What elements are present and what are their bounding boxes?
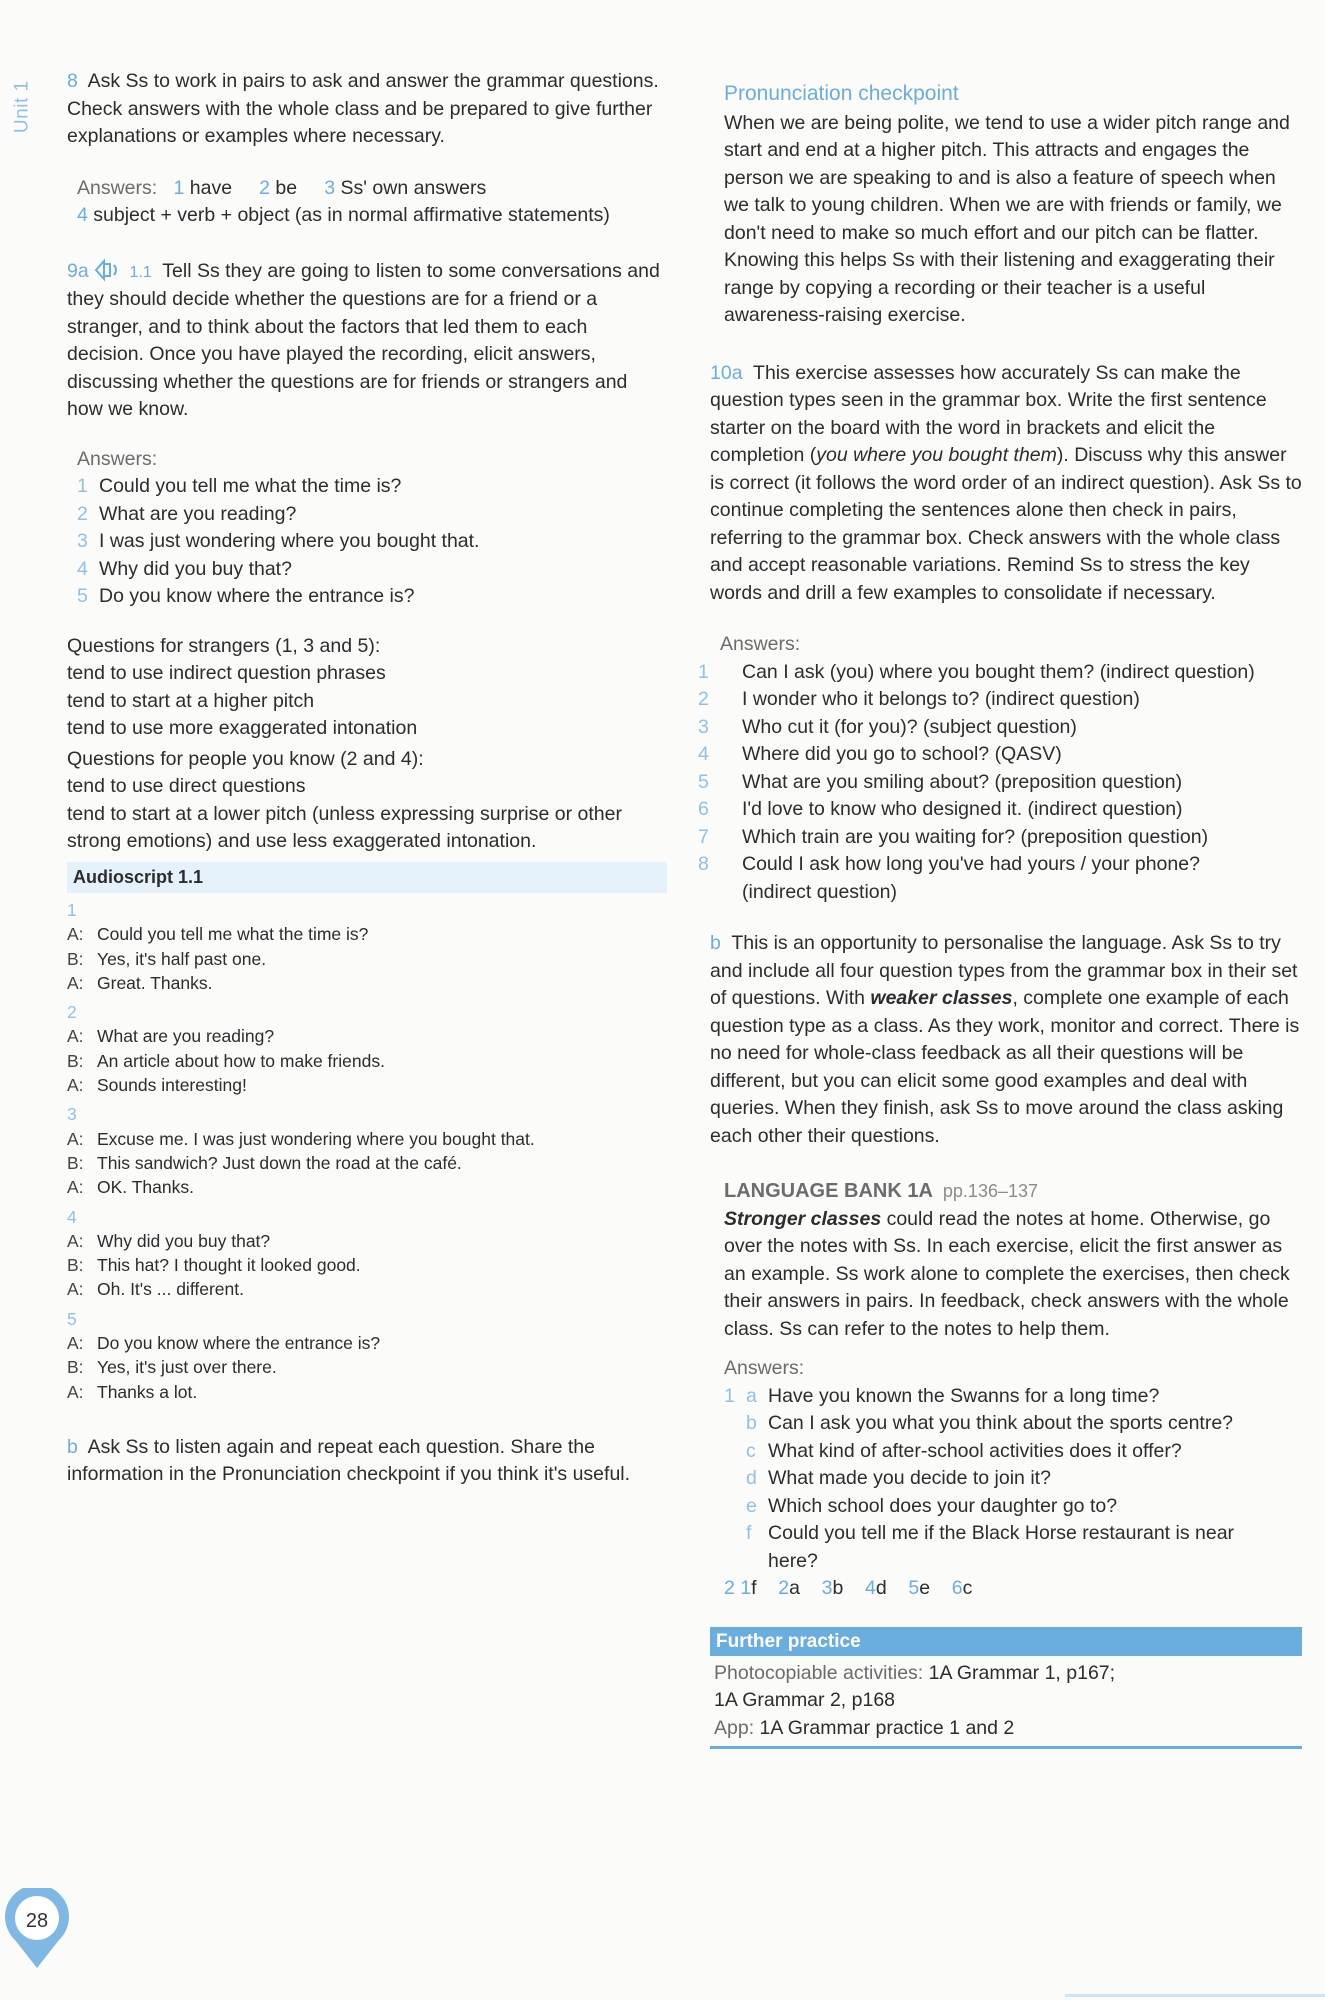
further-practice-heading: Further practice xyxy=(710,1627,1302,1656)
answer-text: Can I ask (you) where you bought them? (indirect question) xyxy=(742,660,1255,683)
notes-known xyxy=(67,746,667,856)
answer-text: What made you decide to join it? xyxy=(768,1467,1051,1489)
answer-item xyxy=(724,1438,1302,1466)
answer-number: 1 xyxy=(740,1577,752,1599)
dialogue-number: 1 xyxy=(67,900,77,920)
answer-number: 3 xyxy=(821,1577,833,1599)
answer-text: a xyxy=(789,1577,800,1599)
answer-number: 3 xyxy=(77,530,88,552)
photocopiable-text: 1A Grammar 2, p168 xyxy=(714,1689,896,1711)
unit-tab xyxy=(10,68,34,146)
answer-text: Where did you go to school? (QASV) xyxy=(742,743,1062,765)
dialogue-line xyxy=(67,1253,667,1277)
track-number: 1.1 xyxy=(129,263,152,281)
answer-text: subject + verb + object (as in normal affirmative statements) xyxy=(93,204,610,226)
answer-number: 1 xyxy=(698,660,709,683)
note-line: tend to use direct questions xyxy=(67,775,306,797)
app-label: App: xyxy=(714,1716,755,1739)
answer-text: Can I ask you what you think about the sports centre? xyxy=(768,1412,1234,1434)
answer-number: 2 xyxy=(778,1577,790,1599)
dialogue-text: An article about how to make friends. xyxy=(97,1050,385,1071)
answer-item xyxy=(724,1410,1302,1438)
speaker: A: xyxy=(67,1333,84,1354)
language-bank-title: LANGUAGE BANK 1A xyxy=(724,1180,933,1202)
note-line: Questions for people you know (2 and 4): xyxy=(67,747,424,770)
answer-letter: a xyxy=(746,1384,757,1407)
answer-number: 4 xyxy=(77,557,88,580)
dialogue-text: Oh. It's ... different. xyxy=(97,1279,244,1300)
speaker: B: xyxy=(67,1050,84,1071)
answer-text: c xyxy=(962,1577,973,1599)
answer-text: be xyxy=(275,176,298,199)
exercise-10b-text: This is an opportunity to personalise the language. Ask Ss to try and include all four question types from the grammar box in their set of questions. With xyxy=(710,932,1298,1009)
answer-letter: d xyxy=(746,1467,757,1489)
exercise-8 xyxy=(67,68,667,151)
exercise-9b-text: Ask Ss to listen again and repeat each question. Share the information in the Pronunciation checkpoint if you think it's useful. xyxy=(67,1435,631,1486)
answer-text: What kind of after-school activities does it offer? xyxy=(768,1439,1182,1462)
language-bank-body: could read the notes at home. Otherwise, go over the notes with Ss. In each exercise, elicit the first answer as an example. Ss work alone to complete the exercises, then check their answers in pairs. In feedback, check answers with the whole class. Ss can refer to the notes to help them. xyxy=(724,1207,1290,1340)
answer-item xyxy=(77,501,667,529)
speaker: A: xyxy=(67,1230,84,1251)
answer-number: 5 xyxy=(908,1577,920,1599)
dialogue-line xyxy=(67,1127,667,1151)
photocopiable-label: Photocopiable activities: xyxy=(714,1661,924,1684)
exercise-8-number: 8 xyxy=(67,70,78,92)
dialogue-number: 2 xyxy=(67,1002,77,1023)
note-line: tend to use more exaggerated intonation xyxy=(67,717,418,739)
answer-item xyxy=(698,851,1242,906)
dialogue-line xyxy=(67,1380,667,1404)
exercise-10a-text: This exercise assesses how accurately Ss can make the question types seen in the grammar box. Write the first sentence starter on the board with the word in brackets and elicit the completion ( xyxy=(710,361,1267,466)
speaker: B: xyxy=(67,1152,84,1173)
answer-item xyxy=(724,1383,1302,1411)
dialogue-text: Sounds interesting! xyxy=(97,1075,247,1096)
left-column xyxy=(67,68,667,1489)
answer-number: 1 xyxy=(77,475,88,497)
audio-icon xyxy=(94,258,124,282)
exercise-10a-answers xyxy=(698,631,1302,906)
answer-item xyxy=(77,473,667,501)
language-bank-pages: pp.136–137 xyxy=(942,1181,1039,1201)
dialogue-text: Thanks a lot. xyxy=(97,1381,198,1402)
answer-text: have xyxy=(189,176,233,199)
answer-number: 8 xyxy=(698,853,709,875)
answer-number: 2 xyxy=(259,176,270,199)
dialogue-line xyxy=(67,1355,667,1379)
exercise-9b xyxy=(67,1434,667,1489)
answer-text: Ss' own answers xyxy=(340,176,487,199)
exercise-9a xyxy=(67,258,667,424)
answer-letter: f xyxy=(746,1522,752,1544)
dialogue xyxy=(67,1205,667,1302)
pronunciation-heading: Pronunciation checkpoint xyxy=(724,82,959,105)
answer-item xyxy=(698,824,1302,852)
answer-number: 3 xyxy=(698,715,709,738)
answer-letter: b xyxy=(746,1412,757,1434)
answer-text: Could you tell me if the Black Horse restaurant is near here? xyxy=(768,1522,1235,1572)
further-practice xyxy=(710,1627,1302,1750)
answers-heading: Answers: xyxy=(724,1357,805,1379)
speaker: A: xyxy=(67,1128,84,1149)
right-column xyxy=(698,80,1302,1749)
app-line xyxy=(714,1715,1302,1743)
further-practice-rule xyxy=(710,1746,1302,1749)
language-bank-emphasis: Stronger classes xyxy=(724,1207,882,1230)
answer-text: Which school does your daughter go to? xyxy=(768,1494,1118,1517)
language-bank-text xyxy=(724,1206,1302,1344)
dialogue-text: Great. Thanks. xyxy=(97,972,213,993)
answer-item xyxy=(698,659,1302,687)
answer-text: Could I ask how long you've had yours / your phone? (indirect question) xyxy=(742,853,1200,903)
dialogue-line xyxy=(67,971,667,995)
page-number: 28 xyxy=(25,1910,49,1932)
answers-heading: Answers: xyxy=(77,447,158,470)
answer-item xyxy=(77,528,667,556)
unit-label: Unit 1 xyxy=(11,80,33,134)
answer-item xyxy=(698,796,1302,824)
exercise-10b-text-cont: , complete one example of each question type as a class. As they work, monitor and correct. There is no need for whole-class feedback as all their questions will be different, but you can elicit some good examples and deal with queries. When they finish, ask Ss to move around the class asking each other their questions. xyxy=(710,987,1300,1147)
dialogue-text: Why did you buy that? xyxy=(97,1230,271,1251)
answer-number: 4 xyxy=(77,204,88,226)
photocopiable-line xyxy=(714,1660,1302,1688)
answer-item xyxy=(77,556,667,584)
speaker: A: xyxy=(67,1279,84,1300)
bottom-stripe xyxy=(1065,1994,1325,1997)
dialogue-text: OK. Thanks. xyxy=(97,1177,194,1198)
answer-number: 1 xyxy=(173,176,185,199)
answer-number: 5 xyxy=(698,770,709,793)
answer-text: f xyxy=(751,1577,757,1599)
dialogue xyxy=(67,898,667,995)
dialogue-line xyxy=(67,1175,667,1199)
answer-item xyxy=(77,583,667,611)
answer-text: e xyxy=(919,1577,931,1599)
answer-text: Do you know where the entrance is? xyxy=(99,585,415,607)
speaker: A: xyxy=(67,972,84,993)
dialogue-text: This sandwich? Just down the road at the café. xyxy=(97,1152,462,1173)
answer-text: Have you known the Swanns for a long time? xyxy=(768,1384,1160,1407)
audioscript-heading: Audioscript 1.1 xyxy=(67,862,667,894)
app-text: 1A Grammar practice 1 and 2 xyxy=(759,1716,1015,1739)
page-number-marker xyxy=(3,1888,75,1970)
answer-number: 4 xyxy=(865,1577,876,1599)
speaker: A: xyxy=(67,1075,84,1096)
photocopiable-text: 1A Grammar 1, p167; xyxy=(928,1661,1116,1684)
exercise-8-text: Ask Ss to work in pairs to ask and answer the grammar questions. Check answers with the whole class and be prepared to give further explanations or examples where necessary. xyxy=(67,70,659,147)
dialogue-line xyxy=(67,1049,667,1073)
speaker: A: xyxy=(67,1177,84,1198)
dialogue-line xyxy=(67,922,667,946)
dialogue-line xyxy=(67,1073,667,1097)
answer-number: 6 xyxy=(698,798,709,820)
dialogue-line xyxy=(67,1024,667,1048)
dialogue-number: 3 xyxy=(67,1104,77,1125)
answer-text: Could you tell me what the time is? xyxy=(99,475,402,497)
language-bank-answers xyxy=(724,1355,1302,1603)
language-bank xyxy=(724,1178,1302,1603)
exercise-9b-number: b xyxy=(67,1435,78,1458)
answer-text: I'd love to know who designed it. (indirect question) xyxy=(742,798,1183,820)
answer-item xyxy=(724,1465,1302,1493)
answer-number: 2 xyxy=(698,688,709,710)
dialogue-text: Could you tell me what the time is? xyxy=(97,924,369,945)
dialogue-number: 5 xyxy=(67,1308,77,1329)
dialogue-line xyxy=(67,947,667,971)
answer-number: 2 xyxy=(77,502,88,525)
speaker: A: xyxy=(67,1026,84,1047)
answer-number: 6 xyxy=(951,1577,963,1599)
answer-item xyxy=(698,686,1302,714)
dialogue-line xyxy=(67,1151,667,1175)
answer-number: 1 xyxy=(724,1384,735,1407)
dialogue-text: Yes, it's half past one. xyxy=(97,948,267,969)
exercise-10b xyxy=(710,930,1302,1150)
speaker: B: xyxy=(67,948,84,969)
dialogue-line xyxy=(67,1277,667,1301)
answer-text: What are you reading? xyxy=(99,502,297,525)
answer-item xyxy=(724,1520,1266,1575)
dialogue xyxy=(67,1000,667,1097)
answer-text: d xyxy=(875,1577,887,1599)
note-line: tend to start at a higher pitch xyxy=(67,689,315,712)
answers-heading: Answers: xyxy=(77,176,158,199)
exercise-8-answers xyxy=(77,175,667,230)
exercise-10a xyxy=(710,360,1302,608)
answer-item xyxy=(724,1493,1302,1521)
answer-text: Why did you buy that? xyxy=(99,557,292,580)
pronunciation-checkpoint xyxy=(710,80,1302,330)
exercise-9a-answers xyxy=(77,446,667,611)
answer-text: b xyxy=(832,1577,844,1599)
further-practice-body xyxy=(714,1660,1302,1743)
answer-letter: c xyxy=(746,1439,756,1462)
note-line: Questions for strangers (1, 3 and 5): xyxy=(67,634,381,657)
answer-number: 2 xyxy=(724,1577,735,1599)
dialogue-number: 4 xyxy=(67,1206,77,1227)
dialogue-line xyxy=(67,1331,667,1355)
dialogue-line xyxy=(67,1229,667,1253)
answer-text: Which train are you waiting for? (preposition question) xyxy=(742,825,1209,848)
answer-letter: e xyxy=(746,1494,757,1517)
audioscript xyxy=(67,898,667,1404)
speaker: B: xyxy=(67,1255,84,1276)
exercise-10a-example: you where you bought them xyxy=(816,444,1057,466)
note-line: tend to start at a lower pitch (unless expressing surprise or other strong emotions) and use less exaggerated intonation. xyxy=(67,802,622,852)
exercise-2-answers xyxy=(724,1575,1302,1603)
answer-text: Who cut it (for you)? (subject question) xyxy=(742,715,1077,738)
dialogue-text: What are you reading? xyxy=(97,1026,275,1047)
answer-text: I was just wondering where you bought that. xyxy=(99,530,480,552)
answer-item xyxy=(698,714,1302,742)
exercise-10b-number: b xyxy=(710,932,721,954)
exercise-10b-emphasis: weaker classes xyxy=(870,987,1013,1009)
dialogue-text: Excuse me. I was just wondering where you bought that. xyxy=(97,1128,535,1149)
dialogue xyxy=(67,1102,667,1199)
notes-strangers xyxy=(67,633,667,743)
exercise-9a-number: 9a xyxy=(67,259,89,282)
answer-number: 5 xyxy=(77,585,88,607)
language-bank-heading xyxy=(724,1178,1302,1206)
dialogue-text: This hat? I thought it looked good. xyxy=(97,1255,361,1276)
exercise-10a-number: 10a xyxy=(710,361,743,384)
answer-text: What are you smiling about? (preposition question) xyxy=(742,770,1183,793)
answers-heading: Answers: xyxy=(720,633,801,655)
exercise-9a-text: Tell Ss they are going to listen to some conversations and they should decide whether the questions are for a friend or a stranger, and to think about the factors that led them to each decision. Once you have played the recording, elicit answers, discussing whether the questions are for friends or strangers and how we know. xyxy=(67,259,660,420)
note-line: tend to use indirect question phrases xyxy=(67,662,386,684)
answer-text: I wonder who it belongs to? (indirect question) xyxy=(742,688,1140,710)
exercise-10a-text-cont: ). Discuss why this answer is correct (it follows the word order of an indirect question). Ask Ss to continue completing the sentences alone then check in pairs, referring to the grammar box. Check answers with the whole class and accept reasonable variations. Remind Ss to stress the key words and drill a few examples to consolidate if necessary. xyxy=(710,444,1302,604)
answer-item xyxy=(698,769,1302,797)
pronunciation-text: When we are being polite, we tend to use a wider pitch range and start and end at a higher pitch. This attracts and engages the person we are speaking to and is also a feature of speech when we talk to young children. When we are with friends or family, we don't need to make so much effort and our pitch can be flatter. Knowing this helps Ss with their listening and exaggerating their range by copying a recording or their teacher is a useful awareness-raising exercise. xyxy=(724,111,1290,326)
speaker: A: xyxy=(67,924,84,945)
speaker: A: xyxy=(67,1381,84,1402)
answer-item xyxy=(698,741,1302,769)
dialogue-text: Yes, it's just over there. xyxy=(97,1357,277,1378)
answer-number: 7 xyxy=(698,825,709,848)
answer-number: 4 xyxy=(698,743,709,765)
dialogue-text: Do you know where the entrance is? xyxy=(97,1333,381,1354)
speaker: B: xyxy=(67,1357,84,1378)
answer-number: 3 xyxy=(324,176,336,199)
dialogue xyxy=(67,1307,667,1404)
